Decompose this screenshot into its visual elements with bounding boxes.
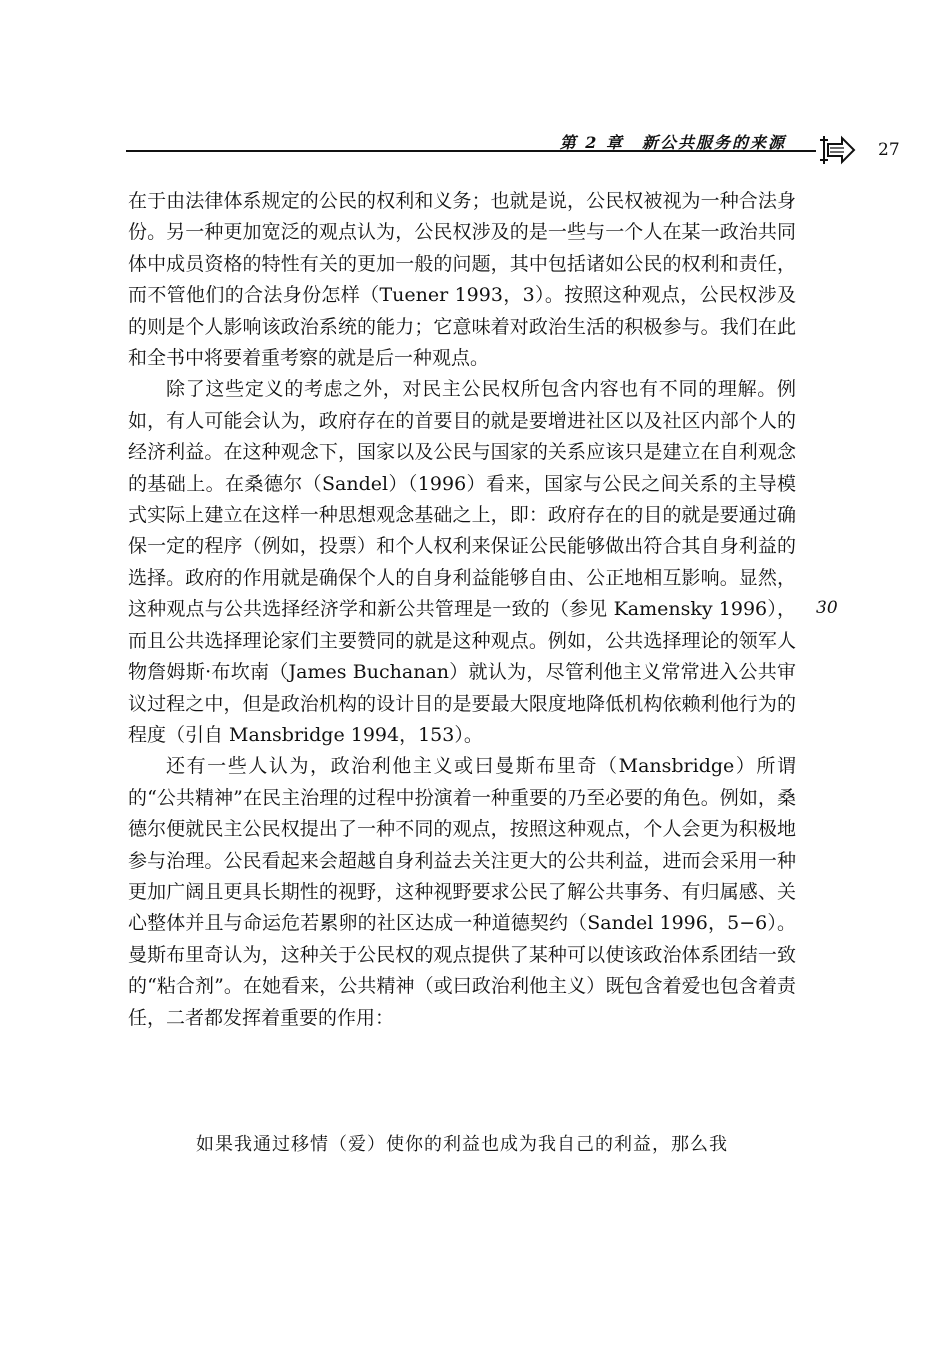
block-quote: 如果我通过移情（爱）使你的利益也成为我自己的利益，那么我	[196, 1134, 728, 1155]
page-number: 27	[878, 140, 900, 160]
paragraph: 除了这些定义的考虑之外，对民主公民权所包含内容也有不同的理解。例如，有人可能会认为，政府存在的首要目的就是要增进社区以及社区内部个人的经济利益。在这种观念下，国家以及公民与国家的关系应该只是建立在自利观念的基础上。在桑德尔（Sandel）（1996）看来，国家与公民之间关系的主导模式实际上建立在这样一种思想观念基础之上，即：政府存在的目的就是要通过确保一定的程序（例如，投票）和个人权利来保证公民能够做出符合其自身利益的选择。政府的作用就是确保个人的自身利益能够自由、公正地相互影响。显然，这种观点与公共选择经济学和新公共管理是一致的（参见 Kamensky 1996），而且公共选择理论家们主要赞同的就是这种观点。例如，公共选择理论的领军人物詹姆斯·布坎南（James Buchanan）就认为，尽管利他主义常常进入公共审议过程之中，但是政治机构的设计目的是要最大限度地降低机构依赖利他行为的程度（引自 Mansbridge 1994，153）。	[128, 378, 796, 746]
margin-page-number: 30	[816, 598, 838, 618]
header-rule	[126, 150, 816, 152]
body-text	[128, 186, 796, 1034]
paragraph: 在于由法律体系规定的公民的权利和义务；也就是说，公民权被视为一种合法身份。另一种更加宽泛的观点认为，公民权涉及的是一些与一个人在某一政治共同体中成员资格的特性有关的更加一般的问题，其中包括诸如公民的权利和责任，而不管他们的合法身份怎样（Tuener 1993，3）。按照这种观点，公民权涉及的则是个人影响该政治系统的能力；它意味着对政治生活的积极参与。我们在此和全书中将要着重考察的就是后一种观点。	[128, 190, 796, 370]
paragraph: 还有一些人认为，政治利他主义或曰曼斯布里奇（Mansbridge）所谓的“公共精神”在民主治理的过程中扮演着一种重要的乃至必要的角色。例如，桑德尔便就民主公民权提出了一种不同的观点，按照这种观点，个人会更为积极地参与治理。公民看起来会超越自身利益去关注更大的公共利益，进而会采用一种更加广阔且更具长期性的视野，这种视野要求公民了解公共事务、有归属感、关心整体并且与命运危若累卵的社区达成一种道德契约（Sandel 1996，5−6）。曼斯布里奇认为，这种关于公民权的观点提供了某种可以使该政治体系团结一致的“粘合剂”。在她看来，公共精神（或曰政治利他主义）既包含着爱也包含着责任，二者都发挥着重要的作用：	[128, 755, 796, 1029]
running-title: 第 2 章 新公共服务的来源	[559, 133, 786, 152]
arrow-ornament-icon	[814, 132, 858, 168]
running-head	[126, 126, 826, 166]
